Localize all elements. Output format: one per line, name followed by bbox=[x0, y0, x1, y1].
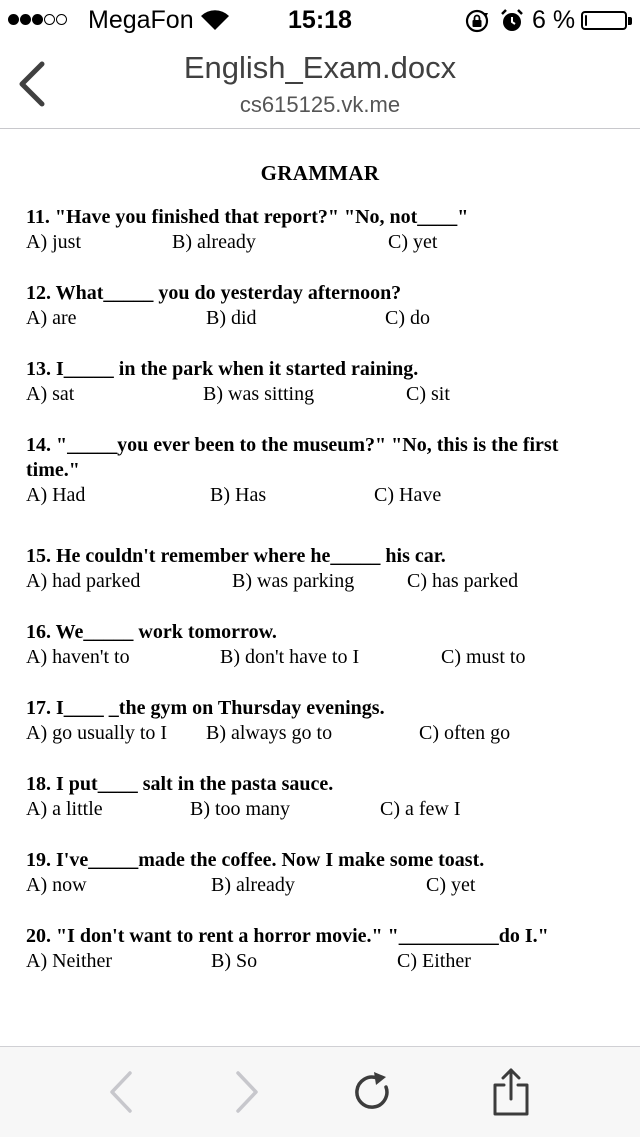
answer-option: A) are bbox=[26, 307, 77, 329]
question-text: 15. He couldn't remember where he_____ his car. bbox=[26, 545, 446, 567]
answer-option: B) did bbox=[206, 307, 257, 329]
question-text: 19. I've_____made the coffee. Now I make some toast. bbox=[26, 849, 485, 871]
battery-icon bbox=[581, 11, 627, 30]
question-text: 20. "I don't want to rent a horror movie." "__________do I." bbox=[26, 925, 549, 947]
battery-fill bbox=[585, 15, 587, 26]
answer-option: B) So bbox=[211, 950, 258, 972]
document-content bbox=[0, 129, 640, 1045]
question-text: 17. I____ _the gym on Thursday evenings. bbox=[26, 697, 385, 719]
back-nav-button[interactable] bbox=[98, 1067, 148, 1117]
answer-option: C) Have bbox=[374, 484, 442, 506]
answer-option: C) must to bbox=[441, 646, 526, 668]
answer-option: A) a little bbox=[26, 798, 103, 820]
question-text: 18. I put____ salt in the pasta sauce. bbox=[26, 773, 334, 795]
answer-option: B) too many bbox=[190, 798, 290, 820]
answer-option: B) don't have to I bbox=[220, 646, 360, 668]
bottom-toolbar bbox=[0, 1046, 640, 1137]
reload-button[interactable] bbox=[348, 1067, 398, 1117]
question-text: 12. What_____ you do yesterday afternoon? bbox=[26, 282, 402, 304]
answer-option: B) was parking bbox=[232, 570, 355, 592]
answer-option: C) a few I bbox=[380, 798, 461, 820]
answer-option: C) yet bbox=[388, 231, 438, 253]
answer-option: A) Had bbox=[26, 484, 86, 506]
share-button[interactable] bbox=[486, 1067, 536, 1117]
answer-option: B) always go to bbox=[206, 722, 333, 744]
forward-nav-button[interactable] bbox=[220, 1067, 270, 1117]
battery-tip bbox=[628, 17, 632, 25]
question-text: 11. "Have you finished that report?" "No, not____" bbox=[26, 206, 469, 228]
answer-option: A) sat bbox=[26, 383, 75, 405]
status-time: 15:18 bbox=[288, 6, 352, 34]
question-text: 13. I_____ in the park when it started raining. bbox=[26, 358, 419, 380]
navigation-header bbox=[0, 40, 640, 129]
answer-option: B) was sitting bbox=[203, 383, 315, 405]
question-text: 16. We_____ work tomorrow. bbox=[26, 621, 277, 643]
alarm-icon bbox=[500, 9, 524, 33]
answer-option: C) do bbox=[385, 307, 430, 329]
question-text-continued: time." bbox=[26, 459, 80, 481]
answer-option: A) Neither bbox=[26, 950, 113, 972]
rotation-lock-icon bbox=[464, 9, 490, 33]
answer-option: A) just bbox=[26, 231, 81, 253]
answer-option: A) now bbox=[26, 874, 87, 896]
section-title: GRAMMAR bbox=[260, 161, 380, 185]
answer-option: C) Either bbox=[397, 950, 471, 972]
answer-option: A) had parked bbox=[26, 570, 141, 592]
answer-option: C) has parked bbox=[407, 570, 519, 592]
document-title: English_Exam.docx bbox=[183, 50, 457, 85]
document-host: cs615125.vk.me bbox=[239, 92, 401, 117]
status-bar bbox=[0, 0, 640, 40]
carrier-name: MegaFon bbox=[88, 6, 194, 34]
answer-option: C) often go bbox=[419, 722, 511, 744]
answer-option: C) yet bbox=[426, 874, 476, 896]
answer-option: B) already bbox=[211, 874, 295, 896]
battery-percentage: 6 % bbox=[532, 6, 576, 34]
answer-option: A) haven't to bbox=[26, 646, 130, 668]
question-text: 14. "_____you ever been to the museum?" "No, this is the first bbox=[26, 434, 559, 456]
answer-option: C) sit bbox=[406, 383, 450, 405]
answer-option: A) go usually to I bbox=[26, 722, 168, 744]
answer-option: B) Has bbox=[210, 484, 267, 506]
answer-option: B) already bbox=[172, 231, 256, 253]
